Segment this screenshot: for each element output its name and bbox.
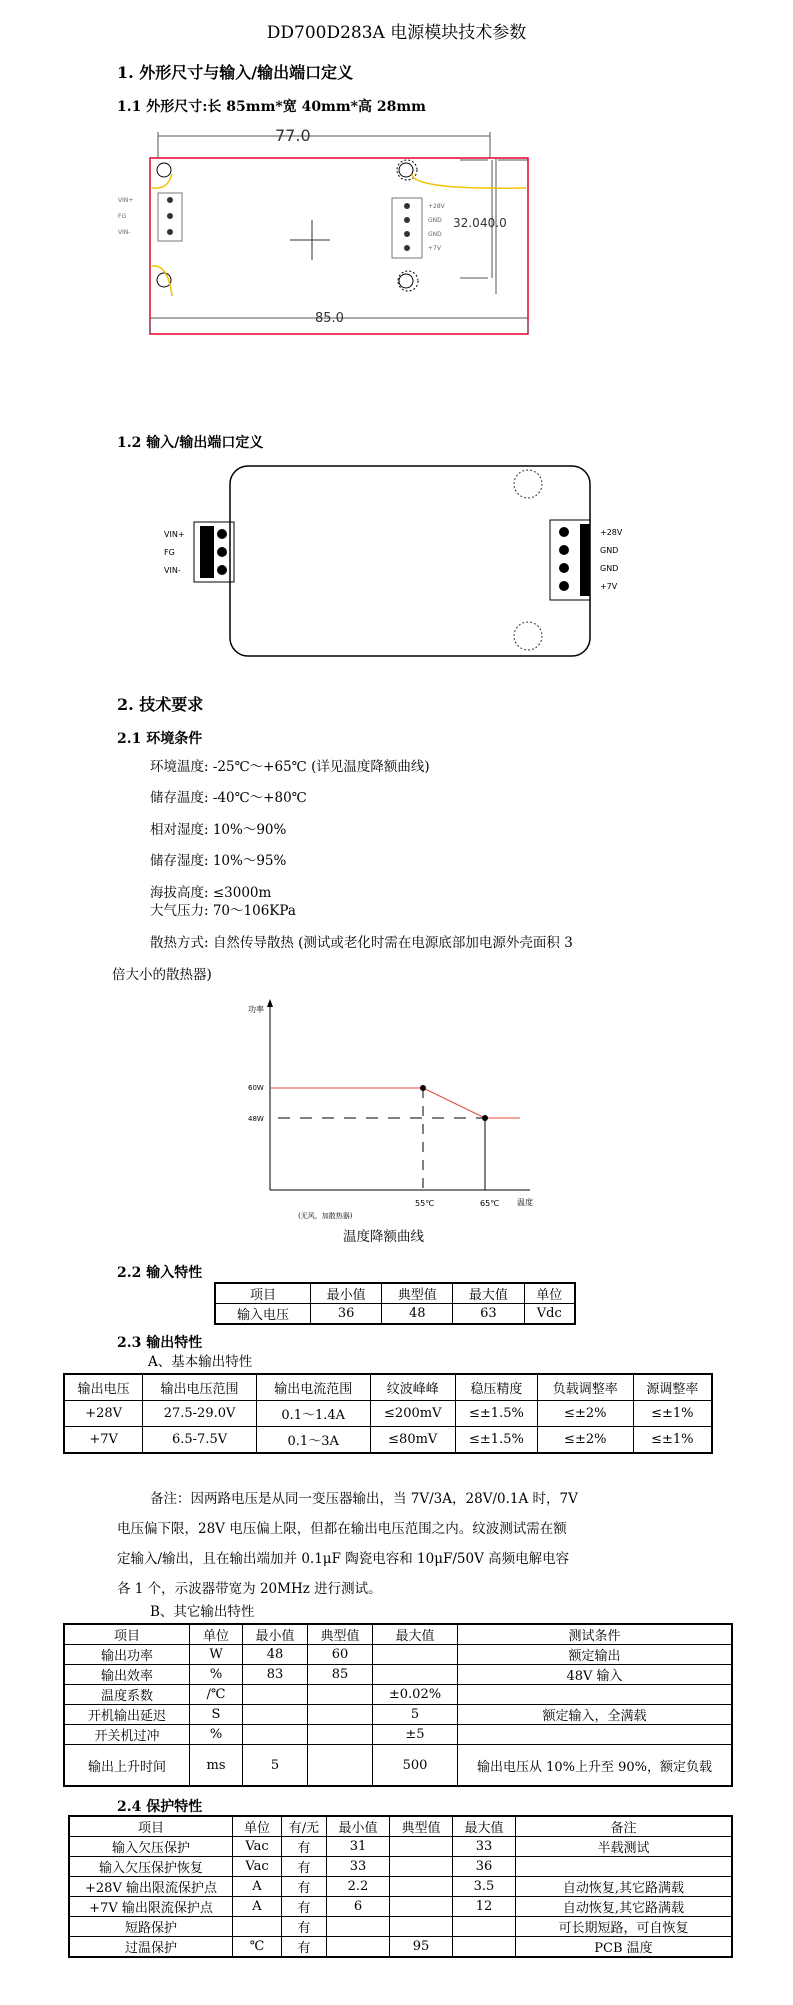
input-spec-table	[214, 1282, 576, 1325]
table-cell	[308, 1745, 373, 1787]
pin	[559, 527, 569, 537]
terminal-bar	[580, 524, 590, 596]
table-cell: ≤±1.5%	[455, 1401, 537, 1427]
table-header-cell: 典型值	[382, 1283, 453, 1304]
x-axis-label: 温度	[517, 1198, 533, 1207]
table-cell: 500	[373, 1745, 458, 1787]
pin	[559, 563, 569, 573]
section-2-2-heading: 2.2 输入特性	[117, 1265, 203, 1281]
note-line: 电压偏下限，28V 电压偏上限，但都在输出电压范围之内。纹波测试需在额	[117, 1521, 567, 1537]
env-line: 大气压力: 70～106KPa	[150, 903, 296, 919]
table-cell: 5	[243, 1745, 308, 1787]
table-row	[64, 1705, 732, 1725]
table-cell: 有	[282, 1857, 327, 1877]
table-cell: 36	[453, 1857, 516, 1877]
outline-dimension-drawing	[120, 118, 640, 348]
table-cell: 自动恢复,其它路满载	[516, 1897, 733, 1917]
table-cell: 输出电压从 10%上升至 90%，额定负载	[458, 1745, 733, 1787]
table-cell: 31	[327, 1837, 390, 1857]
table-row	[64, 1645, 732, 1665]
table-cell: 额定输入，全满载	[458, 1705, 733, 1725]
table-cell: /℃	[190, 1685, 243, 1705]
table-cell: 95	[390, 1937, 453, 1958]
table-row	[64, 1427, 712, 1454]
table-cell	[390, 1857, 453, 1877]
section-2-4-heading: 2.4 保护特性	[117, 1799, 203, 1815]
other-output-table	[63, 1623, 733, 1787]
table-cell: 输出功率	[64, 1645, 190, 1665]
table-cell: A	[233, 1897, 282, 1917]
table-cell: ms	[190, 1745, 243, 1787]
table-header-row	[64, 1624, 732, 1645]
table-cell: ≤±2%	[537, 1427, 633, 1454]
table-header-cell: 备注	[516, 1816, 733, 1837]
table-cell	[327, 1917, 390, 1937]
table-cell: 48	[382, 1304, 453, 1325]
pin-label: VIN-	[164, 566, 181, 575]
pin-label: GND	[428, 217, 442, 224]
table-cell	[373, 1665, 458, 1685]
table-cell: PCB 温度	[516, 1937, 733, 1958]
table-cell: 33	[453, 1837, 516, 1857]
corner-arc	[152, 266, 172, 296]
section-2-3-heading: 2.3 输出特性	[117, 1335, 203, 1351]
section-2-1-heading: 2.1 环境条件	[117, 731, 203, 747]
table-cell	[453, 1937, 516, 1958]
pin-label: VIN+	[164, 530, 185, 539]
table-cell: %	[190, 1725, 243, 1745]
table-cell: 3.5	[453, 1877, 516, 1897]
table-cell: 有	[282, 1917, 327, 1937]
table-row	[69, 1917, 732, 1937]
pin	[167, 197, 173, 203]
pin-label: +28V	[428, 203, 445, 210]
table-cell	[390, 1837, 453, 1857]
table-header-cell: 项目	[215, 1283, 311, 1304]
table-cell: 2.2	[327, 1877, 390, 1897]
table-cell	[373, 1645, 458, 1665]
table-row	[64, 1665, 732, 1685]
table-header-cell: 有/无	[282, 1816, 327, 1837]
table-cell: ≤±1.5%	[455, 1427, 537, 1454]
point-65c	[482, 1115, 488, 1121]
table-cell	[233, 1917, 282, 1937]
table-cell: 6	[327, 1897, 390, 1917]
table-cell	[308, 1685, 373, 1705]
section-1-heading: 1. 外形尺寸与输入/输出端口定义	[117, 63, 354, 82]
table-row	[69, 1857, 732, 1877]
table-row	[64, 1685, 732, 1705]
table-header-cell: 单位	[190, 1624, 243, 1645]
table-cell: 33	[327, 1857, 390, 1877]
env-line: 环境温度: -25℃～+65℃ (详见温度降额曲线)	[150, 759, 430, 775]
note-line: 各 1 个，示波器带宽为 20MHz 进行测试。	[117, 1581, 382, 1597]
table-cell: ±0.02%	[373, 1685, 458, 1705]
table-cell	[308, 1725, 373, 1745]
table-header-cell: 单位	[233, 1816, 282, 1837]
pin-label: FG	[118, 213, 127, 220]
table-cell: 过温保护	[69, 1937, 233, 1958]
mount-hole	[157, 163, 171, 177]
pin	[404, 245, 410, 251]
table-cell: 0.1～1.4A	[256, 1401, 370, 1427]
pin	[404, 203, 410, 209]
chart-caption: 温度降额曲线	[343, 1229, 424, 1245]
table-cell: 48V 输入	[458, 1665, 733, 1685]
table-cell: 63	[453, 1304, 524, 1325]
basic-output-title: A、基本输出特性	[148, 1354, 253, 1370]
table-header-cell: 最大值	[453, 1283, 524, 1304]
table-cell: 36	[311, 1304, 382, 1325]
table-cell: ℃	[233, 1937, 282, 1958]
table-cell: 有	[282, 1897, 327, 1917]
table-row	[69, 1897, 732, 1917]
pin-label: VIN+	[118, 197, 134, 204]
section-2-heading: 2. 技术要求	[117, 695, 204, 714]
table-header-cell: 稳压精度	[455, 1374, 537, 1401]
table-header-cell: 典型值	[390, 1816, 453, 1837]
basic-output-table	[63, 1373, 713, 1454]
table-header-cell: 测试条件	[458, 1624, 733, 1645]
screw-hole	[514, 470, 542, 498]
table-cell: 半载测试	[516, 1837, 733, 1857]
table-row	[69, 1937, 732, 1958]
outline-outer-box	[150, 158, 528, 334]
env-line: 倍大小的散热器)	[112, 967, 212, 983]
table-cell: Vdc	[524, 1304, 575, 1325]
table-cell	[390, 1917, 453, 1937]
section-1-2-heading: 1.2 输入/输出端口定义	[117, 435, 264, 451]
mount-hole	[399, 163, 413, 177]
other-output-title: B、其它输出特性	[150, 1604, 255, 1620]
corner-arc	[152, 174, 172, 188]
module-outline	[230, 466, 590, 656]
note-line: 定输入/输出，且在输出端加并 0.1μF 陶瓷电容和 10μF/50V 高频电解电容	[117, 1551, 570, 1567]
pin-label: GND	[600, 564, 619, 573]
pin	[217, 529, 227, 539]
table-cell: 温度系数	[64, 1685, 190, 1705]
corner-arc	[412, 174, 526, 188]
pin	[404, 231, 410, 237]
y-axis-arrow	[267, 999, 273, 1007]
table-row	[69, 1837, 732, 1857]
table-header-cell: 最大值	[373, 1624, 458, 1645]
table-cell: %	[190, 1665, 243, 1685]
table-cell: ≤±2%	[537, 1401, 633, 1427]
table-cell	[308, 1705, 373, 1725]
pin	[217, 547, 227, 557]
table-cell: +7V 输出限流保护点	[69, 1897, 233, 1917]
note-line: 备注：因两路电压是从同一变压器输出，当 7V/3A，28V/0.1A 时，7V	[150, 1491, 578, 1507]
y-tick-48w: 48W	[248, 1115, 264, 1123]
pin-label: VIN-	[118, 229, 131, 236]
table-cell: 输出上升时间	[64, 1745, 190, 1787]
table-cell: 额定输出	[458, 1645, 733, 1665]
table-cell: 有	[282, 1877, 327, 1897]
env-line: 相对湿度: 10%～90%	[150, 822, 287, 838]
pin-label: +28V	[600, 528, 623, 537]
table-header-cell: 最小值	[327, 1816, 390, 1837]
table-cell	[453, 1917, 516, 1937]
y-tick-60w: 60W	[248, 1084, 264, 1092]
table-cell: +28V	[64, 1401, 143, 1427]
table-cell: 输入电压	[215, 1304, 311, 1325]
pin-label: GND	[428, 231, 442, 238]
table-header-cell: 项目	[64, 1624, 190, 1645]
table-cell: 60	[308, 1645, 373, 1665]
pin-label: +7V	[600, 582, 618, 591]
table-cell	[390, 1897, 453, 1917]
table-cell: 短路保护	[69, 1917, 233, 1937]
table-header-cell: 纹波峰峰	[370, 1374, 455, 1401]
table-cell: 有	[282, 1937, 327, 1958]
table-cell: 12	[453, 1897, 516, 1917]
table-header-cell: 最小值	[311, 1283, 382, 1304]
table-cell: 27.5-29.0V	[143, 1401, 257, 1427]
protection-table	[68, 1815, 733, 1958]
table-header-row	[69, 1816, 732, 1837]
table-header-cell: 输出电流范围	[256, 1374, 370, 1401]
table-cell: +28V 输出限流保护点	[69, 1877, 233, 1897]
pin-label: +7V	[428, 245, 441, 252]
table-cell: 自动恢复,其它路满载	[516, 1877, 733, 1897]
table-cell: A	[233, 1877, 282, 1897]
table-cell	[243, 1725, 308, 1745]
x-tick-55c: 55℃	[415, 1199, 435, 1208]
table-row	[69, 1877, 732, 1897]
mount-hole	[399, 274, 413, 288]
table-header-cell: 输出电压范围	[143, 1374, 257, 1401]
table-cell: 开关机过冲	[64, 1725, 190, 1745]
table-cell: 0.1～3A	[256, 1427, 370, 1454]
point-55c	[420, 1085, 426, 1091]
table-row	[64, 1745, 732, 1787]
table-cell: ≤±1%	[633, 1427, 712, 1454]
table-header-cell: 输出电压	[64, 1374, 143, 1401]
pin	[559, 581, 569, 591]
screw-hole	[514, 622, 542, 650]
pin	[217, 565, 227, 575]
table-header-cell: 典型值	[308, 1624, 373, 1645]
table-cell: 开机输出延迟	[64, 1705, 190, 1725]
derating-curve-chart	[230, 995, 570, 1225]
table-header-cell: 负载调整率	[537, 1374, 633, 1401]
table-header-cell: 最小值	[243, 1624, 308, 1645]
dim-inner-h-label: 32.0	[453, 216, 480, 230]
table-row	[215, 1304, 575, 1325]
table-cell	[390, 1877, 453, 1897]
table-cell	[327, 1937, 390, 1958]
y-axis-label: 功率	[248, 1005, 264, 1014]
dim-outer-h-label: 40.0	[480, 216, 507, 230]
dim-bottom-label: 85.0	[315, 311, 344, 326]
table-cell	[458, 1685, 733, 1705]
table-cell: 有	[282, 1837, 327, 1857]
table-cell: ±5	[373, 1725, 458, 1745]
chart-note: (无风，加散热器)	[298, 1212, 353, 1220]
section-1-1-heading: 1.1 外形尺寸:长 85mm*宽 40mm*高 28mm	[117, 99, 426, 115]
table-cell: 83	[243, 1665, 308, 1685]
table-cell: Vac	[233, 1857, 282, 1877]
env-line: 储存湿度: 10%～95%	[150, 853, 287, 869]
table-cell: 5	[373, 1705, 458, 1725]
table-cell: ≤200mV	[370, 1401, 455, 1427]
table-cell: ≤80mV	[370, 1427, 455, 1454]
pin	[167, 229, 173, 235]
dim-top-label: 77.0	[275, 126, 311, 145]
table-cell: Vac	[233, 1837, 282, 1857]
table-cell	[243, 1705, 308, 1725]
table-cell: 48	[243, 1645, 308, 1665]
table-cell	[458, 1725, 733, 1745]
table-header-cell: 源调整率	[633, 1374, 712, 1401]
pin	[167, 213, 173, 219]
env-line: 海拔高度: ≤3000m	[150, 885, 272, 901]
table-cell: W	[190, 1645, 243, 1665]
x-tick-65c: 65℃	[480, 1199, 500, 1208]
table-cell: +7V	[64, 1427, 143, 1454]
table-cell	[516, 1857, 733, 1877]
env-line: 散热方式: 自然传导散热 (测试或老化时需在电源底部加电源外壳面积 3	[150, 935, 573, 951]
page-title: DD700D283A 电源模块技术参数	[266, 23, 527, 43]
table-cell: 6.5-7.5V	[143, 1427, 257, 1454]
table-header-row	[215, 1283, 575, 1304]
table-header-row	[64, 1374, 712, 1401]
table-cell: 输出效率	[64, 1665, 190, 1685]
table-row	[64, 1725, 732, 1745]
table-header-cell: 项目	[69, 1816, 233, 1837]
port-definition-drawing	[160, 460, 640, 665]
table-cell: ≤±1%	[633, 1401, 712, 1427]
table-cell	[243, 1685, 308, 1705]
table-cell: 输入欠压保护恢复	[69, 1857, 233, 1877]
table-row	[64, 1401, 712, 1427]
terminal-bar	[200, 526, 214, 578]
table-header-cell: 最大值	[453, 1816, 516, 1837]
pin	[559, 545, 569, 555]
pin	[404, 217, 410, 223]
env-line: 储存温度: -40℃～+80℃	[150, 790, 307, 806]
pin-label: FG	[164, 548, 175, 557]
table-header-cell: 单位	[524, 1283, 575, 1304]
table-cell: 85	[308, 1665, 373, 1685]
derating-slope	[423, 1088, 485, 1118]
table-cell: 可长期短路，可自恢复	[516, 1917, 733, 1937]
table-cell: 输入欠压保护	[69, 1837, 233, 1857]
pin-label: GND	[600, 546, 619, 555]
table-cell: S	[190, 1705, 243, 1725]
